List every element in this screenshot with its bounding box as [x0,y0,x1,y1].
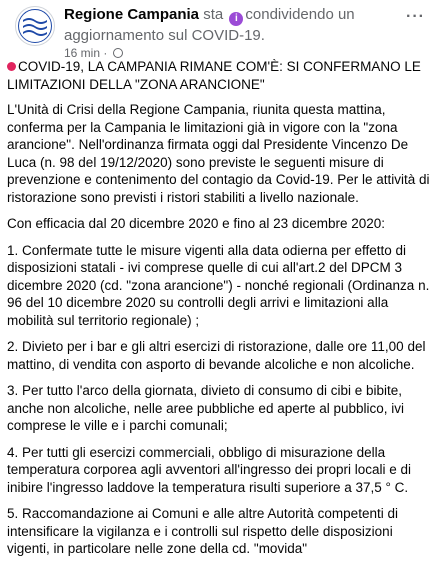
action-text: sta [199,6,228,23]
red-circle-emoji-icon [7,62,16,71]
headline-text: COVID-19, LA CAMPANIA RIMANE COM'È: SI CONFERMANO LE LIMITAZIONI DELLA "ZONA ARANCIONE" [7,59,421,92]
paragraph-intro: L'Unità di Crisi della Regione Campania, riunita questa mattina, conferma per la Campania le limitazioni già in vigore con la "zona arancione". Nell'ordinanza firmata oggi dal Presidente Vincenzo De Luca (n. 98 del 19/12/2020) sono previste le seguenti misure di prevenzione e contenimento del contagio da Covid-19. Per le attività di ristorazione sono previsti i ristori stabiliti a livello nazionale. [7,102,430,205]
timestamp-link[interactable]: 16 min [64,46,101,60]
globe-icon[interactable] [113,48,123,58]
feeling-text: condividendo un aggiornamento sul COVID-19. [64,6,355,44]
info-icon: i [229,12,243,26]
post-meta [64,45,394,61]
paragraph-item-2: 2. Divieto per i bar e gli altri esercizi di ristorazione, dalle ore 11,00 del mattino, di vendita con asporto di bevande alcoliche e non alcoliche. [7,339,426,372]
post-headline [7,58,435,93]
avatar[interactable] [15,6,55,46]
more-options-button[interactable]: ··· [406,8,425,25]
paragraph-item-3: 3. Per tutto l'arco della giornata, divieto di consumo di cibi e bibite, anche non alcoliche, nelle aree pubbliche ed aperte al pubblico, ivi comprese le ville e i parchi comunali; [7,383,405,433]
post-body [7,58,435,558]
post-header [7,0,435,58]
paragraph-item-4: 4. Per tutti gli esercizi commerciali, obbligo di misurazione della temperatura corporea agli avventori all'ingresso dei propri locali e di inibire l'ingresso laddove la temperatura risulti superiore a 37,5 ° C. [7,444,412,495]
post-attribution [64,5,394,61]
paragraph-item-1: 1. Confermate tutte le misure vigenti alla data odierna per effetto di disposizioni statali - ivi comprese quelle di cui all'art.2 del DPCM 3 dicembre 2020 (cd. "zona arancione") - nonché regionali (Ordinanza n. 96 del 10 dicembre 2020 su controlli degli arrivi e limitazioni alla mobilità sul territorio regionale) ; [7,242,430,328]
paragraph-dates: Con efficacia dal 20 dicembre 2020 e fino al 23 dicembre 2020: [7,216,385,231]
page-name-link[interactable]: Regione Campania [64,6,200,23]
meta-separator: · [100,46,111,60]
regione-campania-logo-icon [17,8,53,44]
paragraph-item-5: 5. Raccomandazione ai Comuni e alle altre Autorità competenti di intensificare la vigilanza e i controlli sul rispetto delle disposizioni vigenti, in particolare nelle zone della cd. "movida" [7,506,398,556]
